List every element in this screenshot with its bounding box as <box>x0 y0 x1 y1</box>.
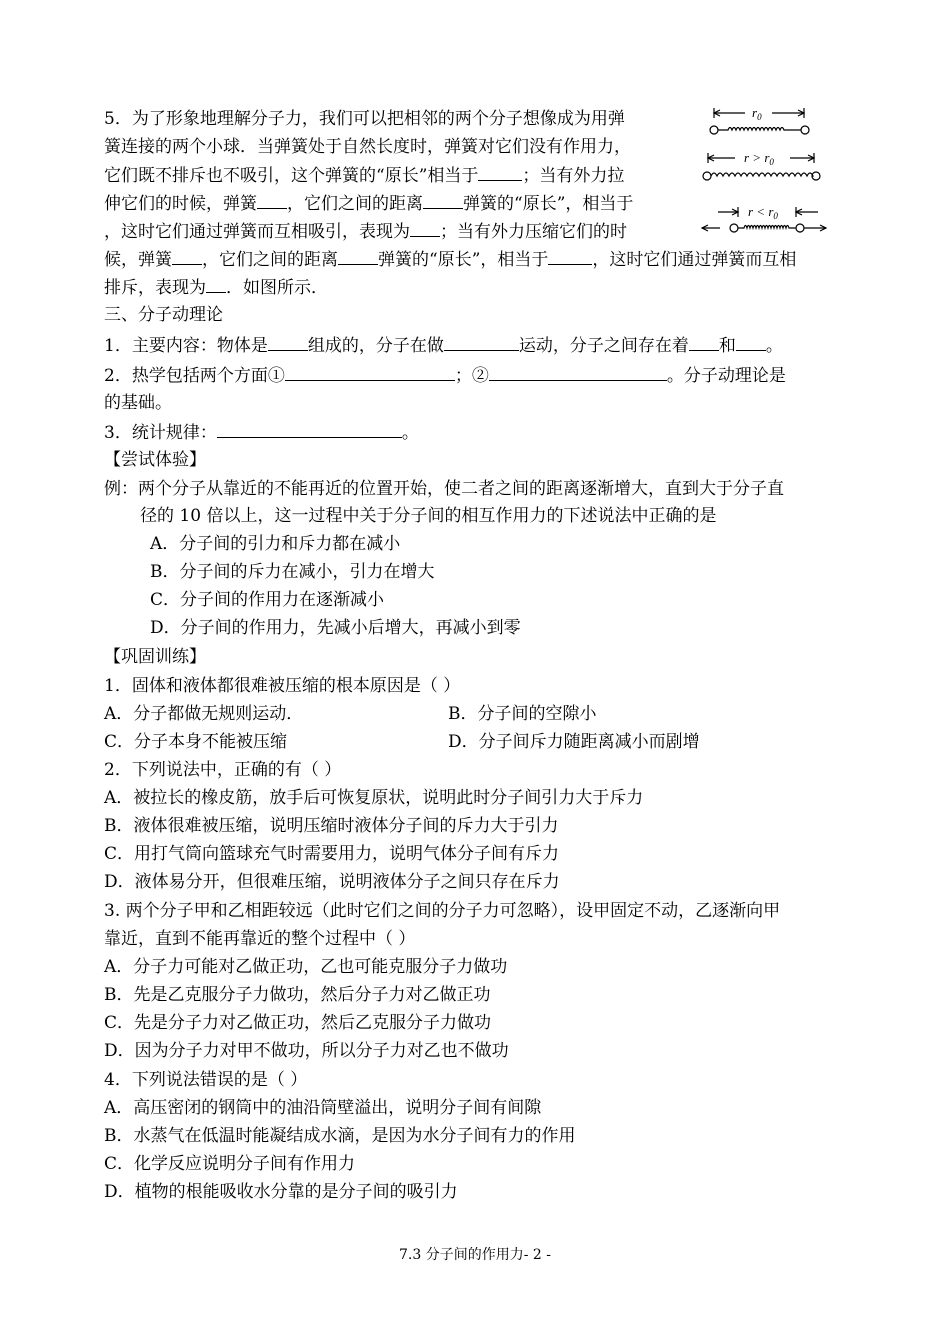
blank <box>257 192 287 209</box>
q5-line-1: 5．为了形象地理解分子力，我们可以把相邻的两个分子想像成为用弹 <box>104 109 625 129</box>
q5-line-3: 它们既不排斥也不吸引，这个弹簧的“原长”相当于 ；当有外力拉 <box>104 166 625 186</box>
practice-q3-option-b: B．先是乙克服分子力做功，然后分子力对乙做正功 <box>104 985 491 1005</box>
practice-q2: 2．下列说法中，正确的有（ ） <box>104 760 342 780</box>
practice-q1-option-c: C．分子本身不能被压缩 <box>104 732 288 752</box>
practice-q1: 1．固体和液体都很难被压缩的根本原因是（ ） <box>104 676 461 696</box>
spring-figure <box>700 100 840 240</box>
practice-q3-line-2: 靠近，直到不能再靠近的整个过程中（ ） <box>104 929 416 949</box>
q5-line-6: 候，弹簧 ，它们之间的距离 弹簧的“原长”，相当于 ，这时它们通过弹簧而互相 <box>104 250 797 270</box>
blank <box>423 192 463 209</box>
blank <box>489 364 667 381</box>
practice-title: 【巩固训练】 <box>104 647 206 667</box>
page-footer: 7.3 分子间的作用力- 2 - <box>399 1247 551 1263</box>
s3-point-3: 3．统计规律： 。 <box>104 423 419 443</box>
practice-q1-option-b: B．分子间的空隙小 <box>448 704 597 724</box>
trial-question-line-1: 例：两个分子从靠近的不能再近的位置开始，使二者之间的距离逐渐增大，直到大于分子直 <box>104 479 784 499</box>
q5-line-4: 伸它们的时候，弹簧 ，它们之间的距离 弹簧的“原长”，相当于 <box>104 194 634 214</box>
practice-q4-option-a: A．高压密闭的钢筒中的油沿筒壁溢出，说明分子间有间隙 <box>104 1098 542 1118</box>
practice-q4-option-d: D．植物的根能吸收水分靠的是分子间的吸引力 <box>104 1182 458 1202</box>
blank <box>736 334 766 351</box>
trial-option-a: A．分子间的引力和斥力都在减小 <box>150 534 401 554</box>
practice-q3-option-d: D．因为分子力对甲不做功，所以分子力对乙也不做功 <box>104 1041 509 1061</box>
blank <box>206 276 226 293</box>
practice-q3-option-c: C．先是分子力对乙做正功，然后乙克服分子力做功 <box>104 1013 492 1033</box>
practice-q4-option-b: B．水蒸气在低温时能凝结成水滴，是因为水分子间有力的作用 <box>104 1126 576 1146</box>
q5-line-7: 排斥，表现为 ．如图所示． <box>104 278 328 298</box>
practice-q2-option-b: B．液体很难被压缩，说明压缩时液体分子间的斥力大于引力 <box>104 816 559 836</box>
practice-q2-option-a: A．被拉长的橡皮筋，放手后可恢复原状，说明此时分子间引力大于斥力 <box>104 788 644 808</box>
blank <box>548 248 592 265</box>
practice-q1-option-a: A．分子都做无规则运动． <box>104 704 304 724</box>
blank <box>689 334 719 351</box>
blank <box>172 248 202 265</box>
r-less-r0-label: $r < r_0$ <box>748 204 778 221</box>
blank <box>444 334 519 351</box>
q5-line-2: 簧连接的两个小球．当弹簧处于自然长度时，弹簧对它们没有作用力， <box>104 137 631 157</box>
practice-q3-option-a: A．分子力可能对乙做正功，乙也可能克服分子力做功 <box>104 957 508 977</box>
blank <box>285 364 455 381</box>
practice-q3-line-1: 3. 两个分子甲和乙相距较远（此时它们之间的分子力可忽略），设甲固定不动，乙逐渐向甲 <box>104 901 781 921</box>
blank <box>217 421 402 438</box>
practice-q4: 4．下列说法错误的是（ ） <box>104 1070 308 1090</box>
trial-title: 【尝试体验】 <box>104 450 206 470</box>
trial-option-d: D．分子间的作用力，先减小后增大，再减小到零 <box>150 618 521 638</box>
blank <box>268 334 308 351</box>
practice-q2-option-c: C．用打气筒向篮球充气时需要用力，说明气体分子间有斥力 <box>104 844 560 864</box>
r0-label: $r_0$ <box>752 105 762 122</box>
s3-point-2-cont: 的基础。 <box>104 393 172 413</box>
q5-line-5: ，这时它们通过弹簧而互相吸引，表现为 ；当有外力压缩它们的时 <box>104 222 627 242</box>
s3-point-1: 1．主要内容：物体是 组成的，分子在做 运动，分子之间存在着 和 。 <box>104 336 783 356</box>
trial-option-c: C．分子间的作用力在逐渐减小 <box>150 590 385 610</box>
r-greater-r0-label: $r > r_0$ <box>744 150 774 167</box>
blank <box>338 248 378 265</box>
blank <box>478 164 522 181</box>
blank <box>410 220 440 237</box>
trial-question-line-2: 径的 10 倍以上，这一过程中关于分子间的相互作用力的下述说法中正确的是 <box>140 506 717 526</box>
s3-point-2: 2．热学包括两个方面① ；② 。分子动理论是 <box>104 366 786 386</box>
practice-q4-option-c: C．化学反应说明分子间有作用力 <box>104 1154 356 1174</box>
practice-q2-option-d: D．液体易分开，但很难压缩，说明液体分子之间只存在斥力 <box>104 872 560 892</box>
trial-option-b: B．分子间的斥力在减小，引力在增大 <box>150 562 435 582</box>
section-title: 三、分子动理论 <box>104 305 223 325</box>
practice-q1-option-d: D．分子间斥力随距离减小而剧增 <box>448 732 700 752</box>
